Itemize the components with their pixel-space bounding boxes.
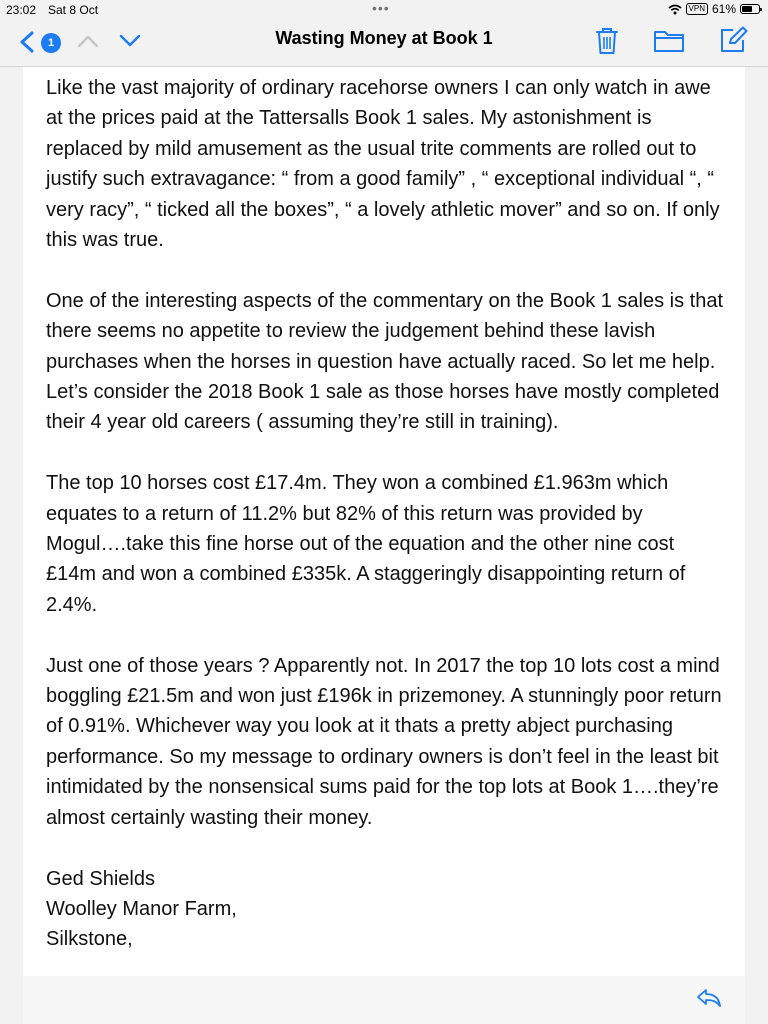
message-card <box>23 67 745 976</box>
battery-percent: 61% <box>711 2 736 16</box>
message-body <box>46 73 726 955</box>
message-subject-title: Wasting Money at Book 1 <box>275 28 493 48</box>
unread-count-badge[interactable]: 1 <box>41 33 61 53</box>
wifi-icon <box>668 4 682 15</box>
signature-address-line: Silkstone, <box>46 928 133 951</box>
status-time: 23:02 <box>6 3 37 17</box>
signature-name: Ged Shields <box>46 867 155 890</box>
nav-bar <box>0 20 768 67</box>
signature-block <box>46 864 726 955</box>
message-paragraph: One of the interesting aspects of the commentary on the Book 1 sales is that there seems no appetite to review the judgement behind these lavish purchases when the horses in question have actually raced. So let me help. Let’s consider the 2018 Book 1 sale as those horses have mostly completed their 4 year old careers ( assuming they’re still in training). <box>46 289 724 434</box>
message-paragraph: Like the vast majority of ordinary racehorse owners I can only watch in awe at the prices paid at the Tattersalls Book 1 sales. My astonishment is replaced by mild amusement as the usual trite comments are rolled out to justify such extravagance: “ from a good family” , “ exceptional individual “, “ very racy”, “ ticked all the boxes”, “ a lovely athletic mover” and so on. If only this was true. <box>46 77 720 252</box>
multitasking-dots[interactable]: ••• <box>372 0 390 16</box>
status-date: Sat 8 Oct <box>48 3 99 17</box>
message-paragraph: Just one of those years ? Apparently not. In 2017 the top 10 lots cost a mind boggling £21.5m and won just £196k in prizemoney. A stunningly poor return of 0.91%. Whichever way you look at it thats a pretty abject purchasing performance. So my message to ordinary owners is don’t feel in the least bit intimidated by the nonsensical sums paid for the top lots at Book 1….they’re almost certainly wasting their money. <box>46 654 722 829</box>
message-paragraph: The top 10 horses cost £17.4m. They won a combined £1.963m which equates to a return of 11.2% but 82% of this return was provided by Mogul….take this fine horse out of the equation and the other nine cost £14m and won a combined £335k. A staggeringly disappointing return of 2.4%. <box>46 472 686 616</box>
folder-icon[interactable] <box>653 28 685 54</box>
trash-icon[interactable] <box>594 26 620 56</box>
battery-icon <box>740 4 760 14</box>
signature-address-line: Woolley Manor Farm, <box>46 897 237 920</box>
status-indicators <box>668 2 760 16</box>
status-bar <box>0 0 768 20</box>
compose-icon[interactable] <box>719 26 749 54</box>
bottom-toolbar <box>23 976 745 1024</box>
vpn-badge: VPN <box>686 3 708 15</box>
reply-icon[interactable] <box>695 986 723 1010</box>
